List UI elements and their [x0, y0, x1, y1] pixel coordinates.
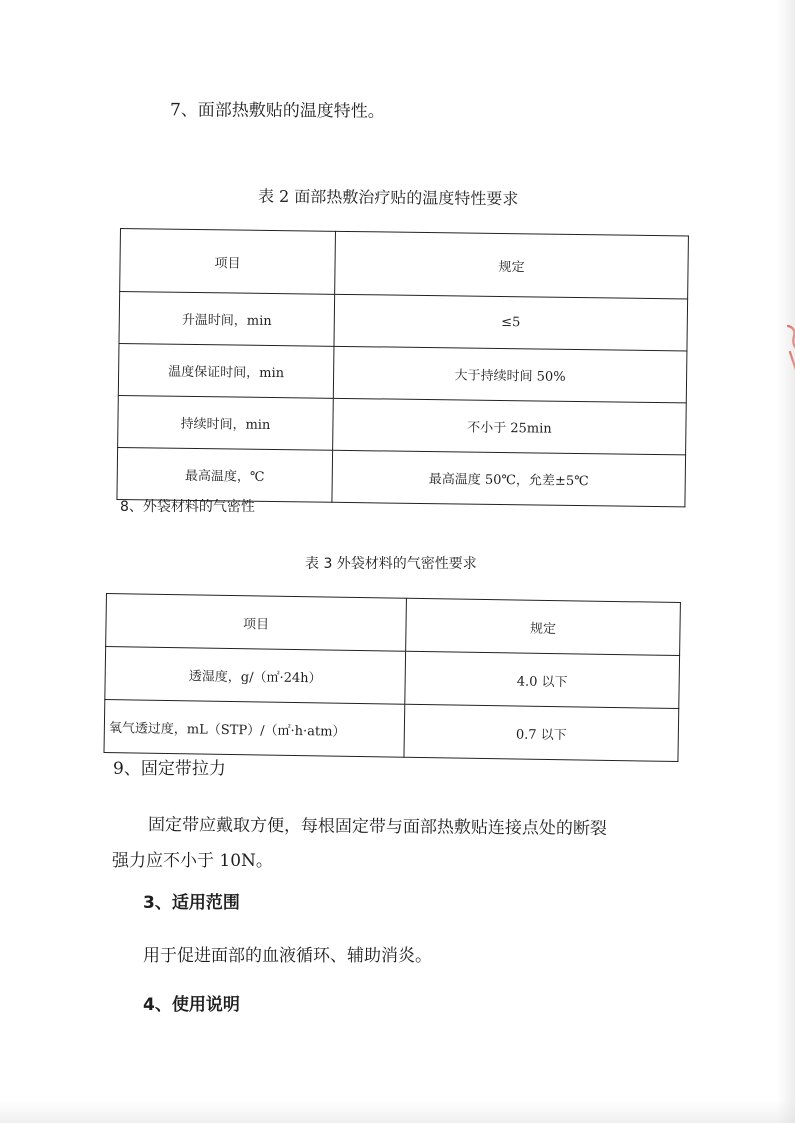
- cell-spec: ≤5: [334, 294, 688, 351]
- section-8-title: 8、外袋材料的气密性: [120, 499, 255, 515]
- cell-item: 最高温度，℃: [117, 447, 333, 502]
- table-row: [118, 395, 687, 454]
- table-2-caption: 表 2 面部热敷治疗贴的温度特性要求: [257, 186, 519, 209]
- header-cell-spec: 规定: [335, 231, 689, 299]
- table-3: [103, 593, 680, 762]
- cell-item: 透湿度，g/（㎡·24h）: [105, 647, 406, 705]
- table-row: [119, 292, 688, 351]
- cell-item: 氧气透过度，mL（STP）/（㎡·h·atm）: [104, 699, 405, 757]
- cell-item: 温度保证时间，min: [118, 343, 334, 398]
- page-bottom-shadow: [0, 1101, 795, 1123]
- header-cell-item: 项目: [120, 229, 336, 295]
- cell-spec: 0.7 以下: [404, 704, 679, 761]
- scope-text: 用于促进面部的血液循环、辅助消炎。: [143, 946, 432, 966]
- header-cell-spec: 规定: [406, 598, 681, 655]
- table-header-row: [106, 594, 681, 656]
- usage-heading: 4、使用说明: [143, 995, 240, 1015]
- page-edge-shadow: [777, 0, 795, 1123]
- cell-spec: 4.0 以下: [405, 651, 680, 708]
- table-row: [118, 343, 687, 402]
- table-row: [105, 647, 680, 709]
- cell-spec: 不小于 25min: [333, 398, 687, 455]
- table-2: [116, 228, 689, 507]
- header-cell-item: 项目: [106, 594, 407, 652]
- table-3-caption: 表 3 外袋材料的气密性要求: [305, 556, 477, 572]
- section-9-paragraph-line-2: 强力应不小于 10N。: [112, 851, 273, 871]
- cell-spec: 大于持续时间 50%: [333, 346, 687, 403]
- scope-heading: 3、适用范围: [143, 893, 240, 913]
- table-header-row: [120, 229, 689, 299]
- section-9-paragraph-line-1: 固定带应戴取方便，每根固定带与面部热敷贴连接点处的断裂: [147, 814, 608, 840]
- cell-item: 升温时间，min: [119, 292, 335, 347]
- cell-item: 持续时间，min: [118, 395, 334, 450]
- section-7-title: 7、面部热敷贴的温度特性。: [169, 100, 385, 122]
- section-9-title: 9、固定带拉力: [113, 759, 226, 779]
- table-row: [104, 699, 679, 761]
- cell-spec: 最高温度 50℃，允差±5℃: [332, 450, 686, 507]
